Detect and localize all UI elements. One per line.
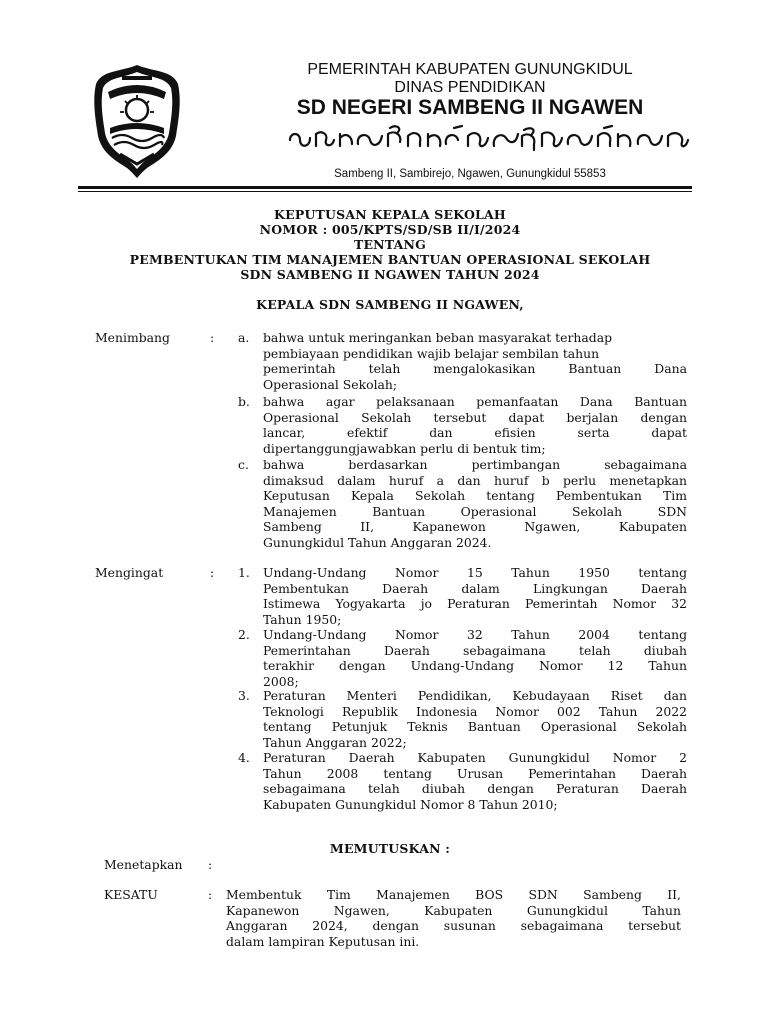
- menimbang-colon: :: [210, 330, 215, 345]
- mengingat-marker-4: 4.: [238, 750, 250, 765]
- kesatu-content: [226, 887, 681, 949]
- menimbang-item-a: [263, 330, 687, 392]
- paragraph-line: tentang Petunjuk Teknis Bantuan Operasional Sekolah: [263, 719, 687, 734]
- school-name: SD NEGERI SAMBENG II NGAWEN: [296, 96, 644, 119]
- paragraph-line: Undang-Undang Nomor 32 Tahun 2004 tentang: [263, 627, 687, 642]
- paragraph-line: Tahun 2008 tentang Urusan Pemerintahan Daerah: [263, 765, 687, 781]
- paragraph-line: Tahun 1950;: [263, 611, 342, 627]
- paragraph-line: Operasional Sekolah tersebut dapat berjalan dengan: [263, 409, 687, 425]
- paragraph-line: Peraturan Daerah Kabupaten Gunungkidul Nomor 2: [263, 750, 687, 765]
- paragraph-line: bahwa untuk meringankan beban masyarakat terhadap: [263, 330, 613, 345]
- menimbang-item-c: [263, 457, 687, 550]
- mengingat-item-4: [263, 750, 687, 812]
- decree-about: TENTANG: [353, 237, 427, 252]
- mengingat-colon: :: [210, 565, 215, 580]
- javanese-script-school-name: [286, 124, 690, 154]
- paragraph-line: terakhir dengan Undang-Undang Nomor 12 Tahun: [263, 658, 687, 673]
- menetapkan-label: Menetapkan: [104, 857, 183, 872]
- menetapkan-colon: :: [208, 857, 213, 872]
- paragraph-line: Kabupaten Gunungkidul Nomor 8 Tahun 2010;: [263, 796, 558, 812]
- paragraph-line: bahwa agar pelaksanaan pemanfaatan Dana Bantuan: [263, 394, 687, 409]
- decree-subject-line-2: SDN SAMBENG II NGAWEN TAHUN 2024: [240, 267, 540, 282]
- paragraph-line: Peraturan Menteri Pendidikan, Kebudayaan Riset dan: [263, 688, 687, 703]
- mengingat-marker-3: 3.: [238, 688, 250, 703]
- menimbang-marker-c: c.: [238, 457, 249, 472]
- letterhead-divider-thin: [78, 191, 692, 192]
- paragraph-line: Keputusan Kepala Sekolah tentang Pembentukan Tim: [263, 488, 687, 503]
- mengingat-item-1: [263, 565, 687, 627]
- paragraph-line: bahwa berdasarkan pertimbangan sebagaimana: [263, 457, 687, 472]
- kesatu-label: KESATU: [104, 887, 158, 902]
- paragraph-line: Sambeng II, Kapanewon Ngawen, Kabupaten: [263, 519, 687, 534]
- memutuskan-heading: MEMUTUSKAN :: [329, 841, 451, 856]
- gunungkidul-regency-logo: [92, 62, 182, 180]
- paragraph-line: dalam lampiran Keputusan ini.: [226, 933, 420, 949]
- paragraph-line: Gunungkidul Tahun Anggaran 2024.: [263, 534, 492, 550]
- menimbang-marker-a: a.: [238, 330, 250, 345]
- menimbang-marker-b: b.: [238, 394, 250, 409]
- regency-government-line: PEMERINTAH KABUPATEN GUNUNGKIDUL: [307, 61, 633, 78]
- paragraph-line: Teknologi Republik Indonesia Nomor 002 Tahun 2022: [263, 703, 687, 719]
- mengingat-item-3: [263, 688, 687, 750]
- paragraph-line: Membentuk Tim Manajemen BOS SDN Sambeng II,: [226, 887, 681, 902]
- paragraph-line: Manajemen Bantuan Operasional Sekolah SDN: [263, 503, 687, 519]
- decree-authority: KEPALA SDN SAMBENG II NGAWEN,: [256, 297, 524, 312]
- kesatu-colon: :: [208, 887, 213, 902]
- paragraph-line: 2008;: [263, 673, 299, 689]
- decree-subject-line-1: PEMBENTUKAN TIM MANAJEMEN BANTUAN OPERASIONAL SEKOLAH: [129, 252, 651, 267]
- paragraph-line: Operasional Sekolah;: [263, 376, 398, 392]
- paragraph-line: lancar, efektif dan efisien serta dapat: [263, 425, 687, 440]
- paragraph-line: dimaksud dalam huruf a dan huruf b perlu menetapkan: [263, 472, 687, 488]
- paragraph-line: Anggaran 2024, dengan susunan sebagaimana tersebut: [226, 918, 681, 933]
- paragraph-line: Kapanewon Ngawen, Kabupaten Gunungkidul Tahun: [226, 902, 681, 918]
- decree-number: NOMOR : 005/KPTS/SD/SB II/I/2024: [259, 222, 521, 237]
- paragraph-line: Tahun Anggaran 2022;: [263, 734, 407, 750]
- mengingat-item-2: [263, 627, 687, 689]
- school-address: Sambeng II, Sambirejo, Ngawen, Gunungkidul 55853: [334, 168, 606, 180]
- paragraph-line: Istimewa Yogyakarta jo Peraturan Pemerintah Nomor 32: [263, 596, 687, 611]
- paragraph-line: pemerintah telah mengalokasikan Bantuan Dana: [263, 361, 687, 376]
- education-office-line: DINAS PENDIDIKAN: [394, 79, 546, 96]
- menimbang-label: Menimbang: [95, 330, 170, 345]
- paragraph-line: pembiayaan pendidikan wajib belajar sembilan tahun: [263, 345, 600, 361]
- mengingat-marker-2: 2.: [238, 627, 250, 642]
- decree-heading: KEPUTUSAN KEPALA SEKOLAH: [274, 207, 506, 222]
- paragraph-line: Pemerintahan Daerah sebagaimana telah diubah: [263, 642, 687, 658]
- paragraph-line: sebagaimana telah diubah dengan Peraturan Daerah: [263, 781, 687, 796]
- paragraph-line: dipertanggungjawabkan perlu di bentuk tim;: [263, 440, 546, 456]
- mengingat-marker-1: 1.: [238, 565, 250, 580]
- mengingat-label: Mengingat: [95, 565, 164, 580]
- paragraph-line: Undang-Undang Nomor 15 Tahun 1950 tentang: [263, 565, 687, 580]
- letterhead-divider-thick: [78, 186, 692, 189]
- menimbang-item-b: [263, 394, 687, 456]
- paragraph-line: Pembentukan Daerah dalam Lingkungan Daerah: [263, 580, 687, 596]
